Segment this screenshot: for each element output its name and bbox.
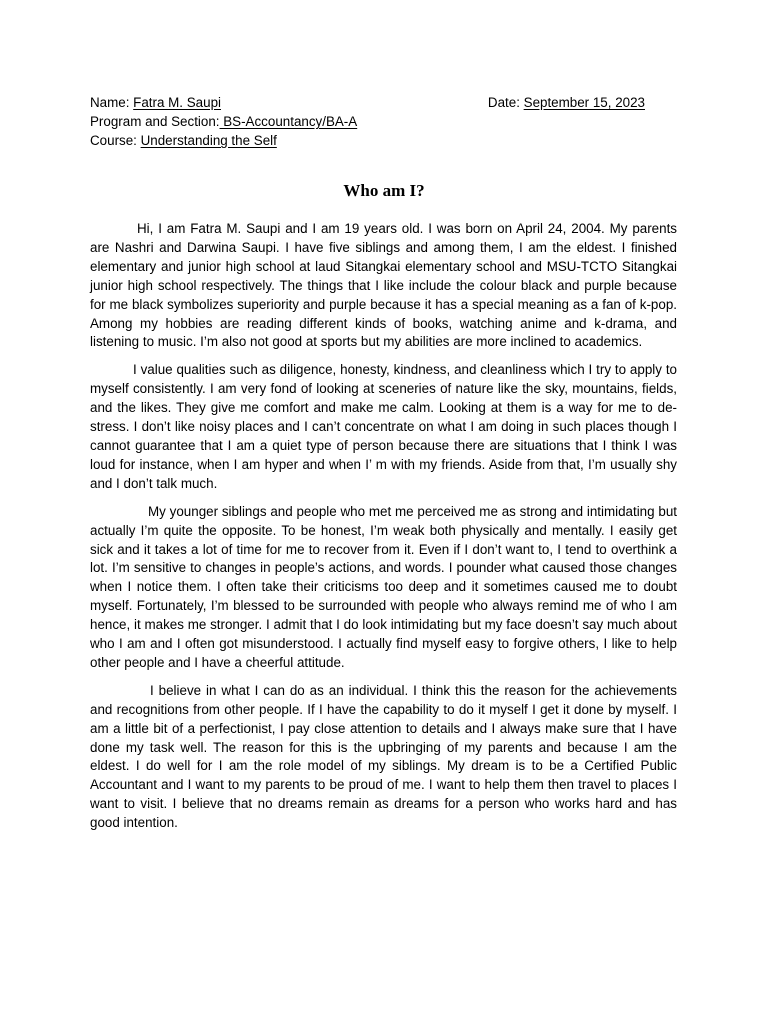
header-row-program	[90, 112, 680, 131]
course-label: Course:	[90, 133, 141, 148]
paragraph-4: I believe in what I can do as an individual. I think this the reason for the achievements and recognitions from other people. If I have the capability to do it myself I get it done by myself. I am a little bit of a perfectionist, I pay close attention to details and I always make sure that I have done my task well. The reason for this is the upbringing of my parents and because I am the eldest. I do well for I am the role model of my siblings. My dream is to be a Certified Public Accountant and I want to my parents to be proud of me. I want to help them then travel to places I want to visit. I believe that no dreams remain as dreams for a person who works hard and has good intention.	[90, 682, 677, 831]
name-value: Fatra M. Saupi	[133, 95, 221, 110]
paragraph-1: Hi, I am Fatra M. Saupi and I am 19 years old. I was born on April 24, 2004. My parents are Nashri and Darwina Saupi. I have five siblings and among them, I am the eldest. I finished elementary and junior high school at laud Sitangkai elementary school and MSU-TCTO Sitangkai junior high school respectively. The things that I like include the colour black and purple because for me black symbolizes superiority and purple because it has a special meaning as a fan of k-pop. Among my hobbies are reading different kinds of books, watching anime and k-drama, and listening to music. I’m also not good at sports but my abilities are more inclined to academics.	[90, 221, 677, 350]
date-value: September 15, 2023	[523, 95, 645, 110]
name-label: Name:	[90, 95, 134, 110]
document-header	[90, 93, 680, 150]
essay-body	[90, 220, 677, 842]
name-line	[90, 93, 221, 112]
course-value: Understanding the Self	[140, 133, 277, 148]
date-line	[488, 93, 645, 112]
header-row-course	[90, 131, 680, 150]
program-line	[90, 112, 357, 131]
paragraph-3: My younger siblings and people who met me perceived me as strong and intimidating but actually I’m quite the opposite. To be honest, I’m weak both physically and mentally. I easily get sick and it takes a lot of time for me to recover from it. Even if I don’t want to, I tend to overthink a lot. I’m sensitive to changes in people’s actions, and words. I pounder what caused those changes when I notice them. I often take their criticisms too deep and it sometimes caused me to doubt myself. Fortunately, I’m blessed to be surrounded with people who always remind me of who I am hence, it makes me stronger. I admit that I do look intimidating but my face doesn’t say much about who I am and I often got misunderstood. I actually find myself easy to forgive others, I like to help other people and I have a cheerful attitude.	[90, 503, 677, 670]
paragraph-2: I value qualities such as diligence, honesty, kindness, and cleanliness which I try to apply to myself consistently. I am very fond of looking at sceneries of nature like the sky, mountains, fields, and the likes. They give me comfort and make me calm. Looking at them is a way for me to de-stress. I don’t like noisy places and I can’t concentrate on what I am doing in such places though I cannot guarantee that I am a quiet type of person because there are situations that I think I was loud for instance, when I am hyper and when I’ m with my friends. Aside from that, I’m usually shy and I don’t talk much.	[90, 362, 677, 491]
program-label: Program and Section:	[90, 114, 220, 129]
header-row-name-date	[90, 93, 680, 112]
course-line	[90, 131, 277, 150]
program-value: BS-Accountancy/BA-A	[219, 114, 358, 129]
document-title: Who am I?	[343, 181, 425, 200]
date-label: Date:	[487, 95, 524, 110]
